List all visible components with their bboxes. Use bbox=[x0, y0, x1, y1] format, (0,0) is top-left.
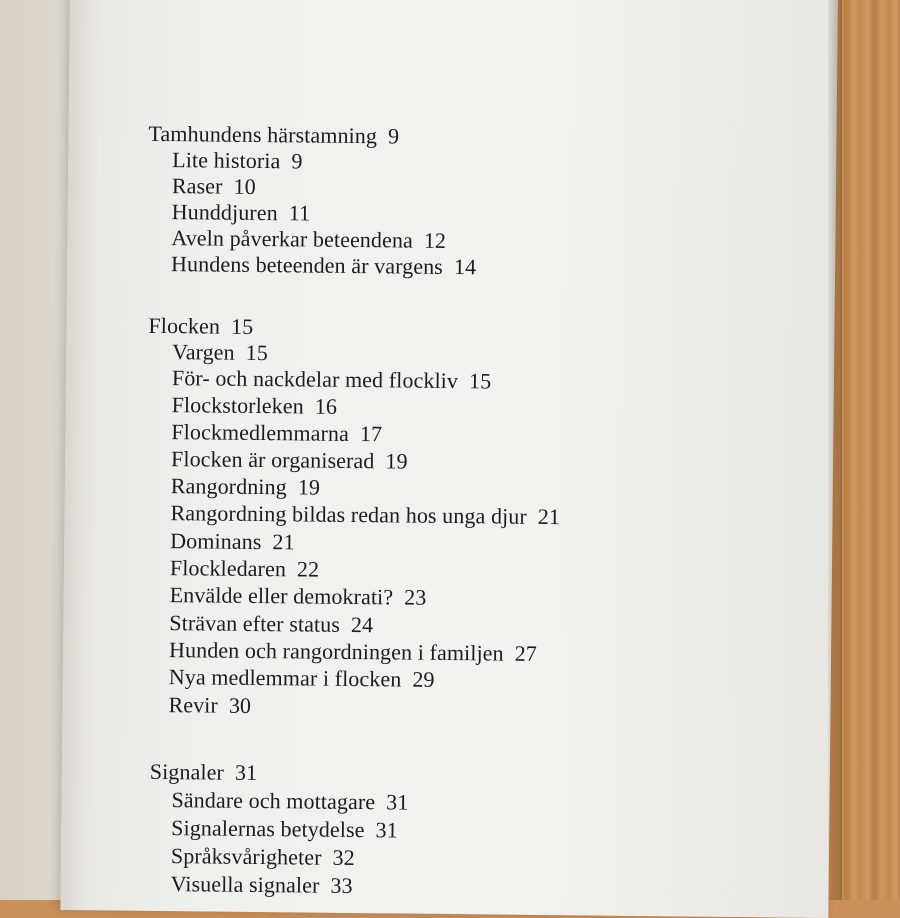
toc-subentry: Rangordning 19 bbox=[170, 473, 321, 500]
toc-subentry: Sändare och mottagare 31 bbox=[171, 787, 409, 815]
toc-subentry: Dominans 21 bbox=[170, 528, 295, 555]
toc-subentry: Vargen 15 bbox=[172, 339, 269, 366]
toc-subentry: Flockledaren 22 bbox=[169, 555, 320, 582]
toc-subentry: Signalernas betydelse 31 bbox=[171, 815, 398, 843]
toc-chapter: Signaler 31 bbox=[149, 758, 258, 786]
toc-subentry: Flocken är organiserad 19 bbox=[170, 446, 408, 474]
toc-subentry: Strävan efter status 24 bbox=[169, 610, 374, 638]
book-page bbox=[60, 0, 838, 918]
toc-subentry: Nya medlemmar i flocken 29 bbox=[168, 664, 435, 692]
toc-chapter: Tamhundens härstamning 9 bbox=[148, 120, 400, 149]
page-edge-shadow bbox=[828, 0, 842, 900]
toc-subentry: Envälde eller demokrati? 23 bbox=[169, 582, 427, 610]
toc-subentry: Flockmedlemmarna 17 bbox=[171, 419, 383, 447]
toc-subentry: För- och nackdelar med flockliv 15 bbox=[171, 365, 492, 394]
toc-subentry: Hundens beteenden är vargens 14 bbox=[171, 251, 477, 280]
toc-subentry: Språksvårigheter 32 bbox=[170, 843, 355, 871]
toc-subentry: Flockstorleken 16 bbox=[171, 392, 338, 419]
toc-subentry: Hunddjuren 11 bbox=[171, 199, 311, 226]
toc-subentry: Aveln påverkar beteendena 12 bbox=[171, 225, 447, 253]
toc-chapter: Flocken 15 bbox=[148, 312, 254, 339]
toc-subentry: Raser 10 bbox=[171, 173, 256, 199]
toc-subentry: Visuella signaler 33 bbox=[170, 871, 353, 899]
toc-subentry: Hunden och rangordningen i familjen 27 bbox=[168, 637, 538, 666]
toc-subentry: Lite historia 9 bbox=[172, 147, 303, 174]
toc-subentry: Revir 30 bbox=[168, 692, 252, 718]
toc-subentry: Rangordning bildas redan hos unga djur 21 bbox=[170, 500, 561, 530]
